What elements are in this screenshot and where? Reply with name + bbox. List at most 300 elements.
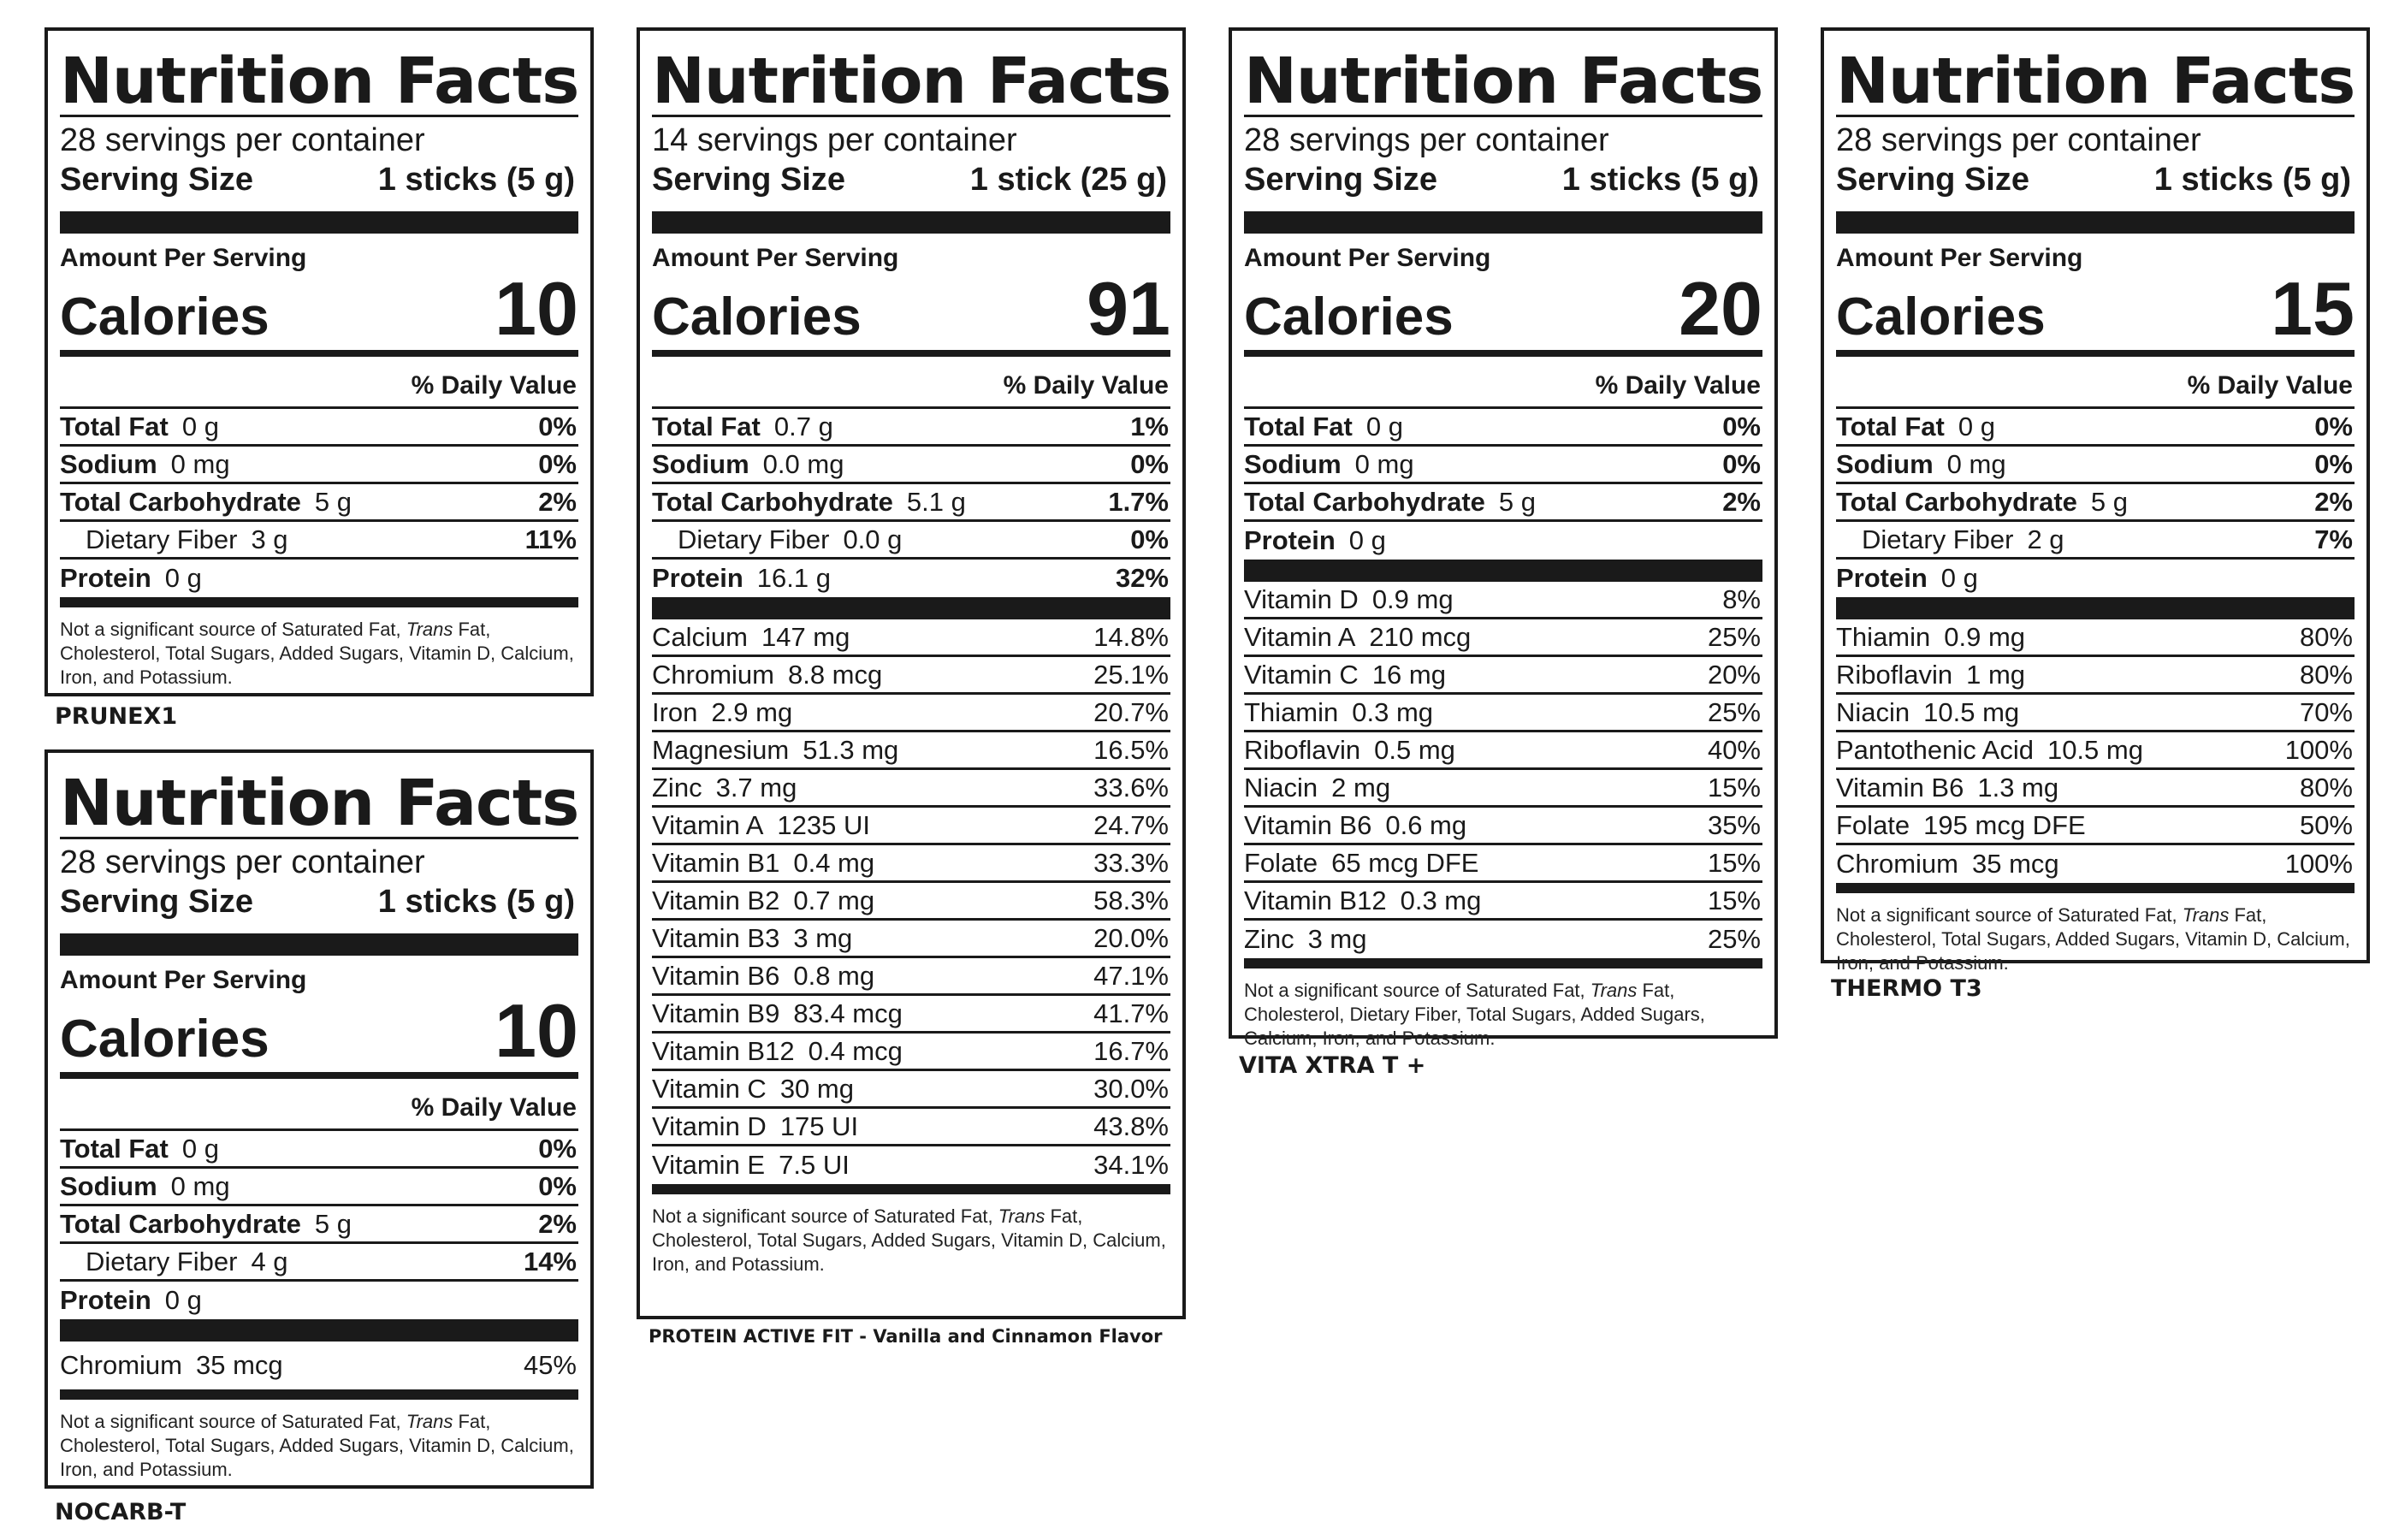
nutrient-row xyxy=(60,1131,578,1169)
divider-thick xyxy=(652,597,1170,619)
divider-thick xyxy=(1244,211,1762,234)
nutrient-amount: 5 g xyxy=(2090,486,2129,517)
nutrient-amount: 0 mg xyxy=(170,448,230,479)
vitamin-daily-value: 35% xyxy=(1707,809,1761,840)
nutrient-amount: 4 g xyxy=(251,1246,288,1276)
nutrient-row xyxy=(652,484,1170,522)
vitamin-amount: 175 UI xyxy=(779,1111,859,1141)
nutrient-name: Total Carbohydrate xyxy=(1836,486,2077,517)
vitamin-daily-value: 70% xyxy=(2299,696,2353,727)
vitamin-name: Vitamin B6 xyxy=(1244,809,1372,840)
serving-size-row xyxy=(1836,160,2355,211)
divider-thick xyxy=(652,211,1170,234)
nutrient-name: Protein xyxy=(60,1285,151,1315)
calories-label: Calories xyxy=(60,1010,270,1069)
vitamin-row xyxy=(60,1342,578,1389)
vitamin-row xyxy=(1836,657,2355,695)
vitamin-amount: 0.4 mcg xyxy=(808,1035,903,1066)
serving-size-value: 1 stick (25 g) xyxy=(969,162,1167,198)
nutrient-row xyxy=(1836,447,2355,484)
vitamin-name: Vitamin B6 xyxy=(652,960,780,991)
vitamin-amount: 0.5 mg xyxy=(1374,734,1455,765)
vitamin-amount: 195 mcg DFE xyxy=(1923,809,2086,840)
trans-fat-italic: Trans xyxy=(1590,980,1638,1001)
nutrient-row xyxy=(1836,560,2355,597)
nutrient-amount: 0 g xyxy=(1958,411,1995,441)
product-caption-protein-active-fit: PROTEIN ACTIVE FIT - Vanilla and Cinnamon Flavor xyxy=(649,1326,1163,1347)
nutrient-amount: 0 mg xyxy=(1946,448,2006,479)
nutrition-panel-prunex1 xyxy=(44,27,594,696)
vitamin-row xyxy=(652,958,1170,996)
vitamin-amount: 0.7 mg xyxy=(793,885,875,915)
nutrient-row xyxy=(1836,522,2355,560)
divider-thick xyxy=(60,933,578,956)
nutrient-name: Total Carbohydrate xyxy=(60,1208,301,1239)
panel-title: Nutrition Facts xyxy=(1244,44,1763,118)
vitamin-amount: 35 mcg xyxy=(195,1350,283,1380)
divider-thick xyxy=(1244,560,1762,582)
nutrient-daily-value: 2% xyxy=(538,1208,577,1239)
vitamin-amount: 0.9 mg xyxy=(1371,583,1454,614)
vitamin-daily-value: 40% xyxy=(1707,734,1761,765)
nutrient-daily-value: 0% xyxy=(1722,448,1761,479)
serving-size-label: Serving Size xyxy=(60,884,253,920)
vitamin-amount: 3.7 mg xyxy=(715,772,797,803)
vitamin-daily-value: 43.8% xyxy=(1093,1111,1169,1141)
vitamin-row xyxy=(1836,619,2355,657)
vitamin-name: Iron xyxy=(652,696,698,727)
daily-value-header: % Daily Value xyxy=(411,371,577,400)
vitamin-daily-value: 20% xyxy=(1707,659,1761,690)
trans-fat-italic: Trans xyxy=(406,1411,453,1432)
vitamin-row xyxy=(652,1109,1170,1146)
nutrient-daily-value: 2% xyxy=(538,486,577,517)
serving-size-value: 1 sticks (5 g) xyxy=(2153,162,2351,198)
vitamin-amount: 7.5 UI xyxy=(779,1150,850,1180)
vitamin-amount: 0.8 mg xyxy=(793,960,875,991)
nutrition-panel-protein-active-fit xyxy=(637,27,1186,1319)
nutrient-amount: 16.1 g xyxy=(756,563,831,593)
trans-fat-italic: Trans xyxy=(2182,904,2230,926)
vitamin-name: Niacin xyxy=(1836,696,1910,727)
vitamin-daily-value: 47.1% xyxy=(1093,960,1169,991)
vitamin-amount: 83.4 mcg xyxy=(793,998,903,1028)
vitamin-name: Vitamin B12 xyxy=(1244,885,1387,915)
nutrient-amount: 0 mg xyxy=(1354,448,1414,479)
nutrient-daily-value: 1.7% xyxy=(1108,486,1169,517)
vitamin-daily-value: 25% xyxy=(1707,696,1761,727)
vitamin-row xyxy=(1244,808,1762,845)
nutrient-amount: 0 mg xyxy=(170,1170,230,1201)
serving-size-row xyxy=(60,160,578,211)
serving-size-label: Serving Size xyxy=(652,162,845,198)
serving-size-label: Serving Size xyxy=(1836,162,2029,198)
nutrient-amount: 0 g xyxy=(164,1285,202,1315)
vitamin-row xyxy=(1244,582,1762,619)
vitamin-amount: 10.5 mg xyxy=(2047,734,2143,765)
nutrient-amount: 0 g xyxy=(181,1133,219,1164)
vitamin-name: Riboflavin xyxy=(1836,659,1953,690)
nutrient-row xyxy=(60,522,578,560)
nutrient-amount: 5 g xyxy=(1498,486,1537,517)
vitamin-row xyxy=(1836,695,2355,732)
nutrient-row xyxy=(1244,484,1762,522)
serving-size-row xyxy=(652,160,1170,211)
nutrient-row xyxy=(60,409,578,447)
vitamin-name: Zinc xyxy=(652,772,702,803)
vitamin-row xyxy=(1836,770,2355,808)
nutrient-amount: 0.7 g xyxy=(773,411,833,441)
product-caption-nocarb-t: NOCARB-T xyxy=(55,1499,187,1525)
nutrient-row xyxy=(60,447,578,484)
calories-row xyxy=(1244,266,1762,351)
divider-medium xyxy=(60,350,578,357)
vitamin-name: Folate xyxy=(1836,809,1910,840)
nutrient-name: Total Fat xyxy=(1836,411,1945,441)
vitamin-amount: 2 mg xyxy=(1331,772,1391,803)
divider-medium xyxy=(60,1072,578,1079)
nutrient-name: Total Fat xyxy=(60,411,169,441)
vitamin-amount: 35 mcg xyxy=(1971,849,2059,879)
nutrient-name: Sodium xyxy=(60,1170,157,1201)
vitamin-name: Magnesium xyxy=(652,734,790,765)
calories-value: 91 xyxy=(1087,266,1170,351)
vitamin-daily-value: 34.1% xyxy=(1093,1150,1169,1180)
vitamin-amount: 16 mg xyxy=(1371,659,1446,690)
nutrient-name: Sodium xyxy=(652,448,749,479)
vitamin-daily-value: 20.0% xyxy=(1093,922,1169,953)
nutrient-amount: 0 g xyxy=(1940,563,1978,593)
serving-size-label: Serving Size xyxy=(1244,162,1437,198)
vitamin-daily-value: 15% xyxy=(1707,772,1761,803)
vitamin-amount: 1 mg xyxy=(1966,659,2026,690)
nutrient-row xyxy=(60,1169,578,1206)
vitamin-row xyxy=(652,996,1170,1034)
vitamin-row xyxy=(1836,845,2355,883)
nutrient-row xyxy=(652,409,1170,447)
nutrient-name: Protein xyxy=(1836,563,1928,593)
vitamin-amount: 0.4 mg xyxy=(793,847,875,878)
divider-thick xyxy=(60,1319,578,1342)
nutrient-row xyxy=(60,560,578,597)
vitamin-row xyxy=(652,921,1170,958)
calories-row xyxy=(60,266,578,351)
vitamin-row xyxy=(1836,732,2355,770)
nutrient-daily-value: 1% xyxy=(1130,411,1169,441)
vitamin-daily-value: 15% xyxy=(1707,885,1761,915)
nutrient-name: Sodium xyxy=(1244,448,1342,479)
calories-value: 20 xyxy=(1679,266,1762,351)
vitamin-row xyxy=(1244,732,1762,770)
trans-fat-italic: Trans xyxy=(406,619,453,640)
nutrient-row xyxy=(60,1282,578,1319)
vitamin-name: Vitamin A xyxy=(1244,621,1356,652)
divider-medium xyxy=(652,1184,1170,1194)
vitamin-name: Vitamin B2 xyxy=(652,885,780,915)
vitamin-row xyxy=(652,770,1170,808)
vitamin-daily-value: 33.6% xyxy=(1093,772,1169,803)
panel-title: Nutrition Facts xyxy=(652,44,1171,118)
vitamin-name: Niacin xyxy=(1244,772,1318,803)
vitamin-amount: 1235 UI xyxy=(777,809,870,840)
vitamin-amount: 51.3 mg xyxy=(803,734,899,765)
nutrient-name: Dietary Fiber xyxy=(678,524,830,554)
nutrient-name: Protein xyxy=(1244,525,1336,555)
vitamin-amount: 1.3 mg xyxy=(1977,772,2059,803)
vitamin-row xyxy=(652,1034,1170,1071)
vitamin-row xyxy=(652,619,1170,657)
vitamin-name: Vitamin A xyxy=(652,809,764,840)
vitamin-name: Vitamin E xyxy=(652,1150,766,1180)
nutrient-amount: 0 g xyxy=(164,563,202,593)
calories-label: Calories xyxy=(60,287,270,346)
vitamin-row xyxy=(652,808,1170,845)
divider-medium xyxy=(60,1389,578,1400)
divider-medium xyxy=(1244,958,1762,968)
panel-title: Nutrition Facts xyxy=(60,44,579,118)
vitamin-row xyxy=(1244,695,1762,732)
serving-size-value: 1 sticks (5 g) xyxy=(377,884,575,920)
nutrient-name: Total Carbohydrate xyxy=(60,486,301,517)
vitamin-row xyxy=(1244,883,1762,921)
vitamin-name: Vitamin D xyxy=(652,1111,767,1141)
footnote: Not a significant source of Saturated Fat, Trans Fat, Cholesterol, Dietary Fiber, Total Sugars, Added Sugars, Calcium, Iron, and Potassium. xyxy=(1244,980,1705,1049)
vitamin-name: Riboflavin xyxy=(1244,734,1361,765)
vitamin-daily-value: 15% xyxy=(1707,847,1761,878)
vitamin-row xyxy=(1244,921,1762,958)
nutrient-row xyxy=(652,522,1170,560)
nutrient-daily-value: 2% xyxy=(1722,486,1761,517)
vitamin-daily-value: 80% xyxy=(2299,659,2353,690)
panel-title: Nutrition Facts xyxy=(60,767,579,840)
vitamin-name: Zinc xyxy=(1244,924,1294,954)
nutrient-amount: 5.1 g xyxy=(906,486,966,517)
nutrient-row xyxy=(1244,522,1762,560)
vitamin-name: Vitamin B3 xyxy=(652,922,780,953)
vitamin-row xyxy=(652,657,1170,695)
nutrient-row xyxy=(1244,409,1762,447)
daily-value-header: % Daily Value xyxy=(1595,371,1761,400)
divider-medium xyxy=(1836,350,2355,357)
calories-label: Calories xyxy=(1244,287,1454,346)
nutrient-daily-value: 0% xyxy=(2314,448,2353,479)
vitamin-amount: 8.8 mcg xyxy=(787,659,883,690)
divider-medium xyxy=(60,597,578,607)
serving-size-value: 1 sticks (5 g) xyxy=(1561,162,1759,198)
nutrient-row xyxy=(1836,409,2355,447)
vitamin-amount: 210 mcg xyxy=(1369,621,1472,652)
calories-value: 10 xyxy=(495,988,578,1073)
nutrient-daily-value: 0% xyxy=(538,1170,577,1201)
vitamin-name: Vitamin C xyxy=(1244,659,1359,690)
vitamin-amount: 65 mcg DFE xyxy=(1331,847,1479,878)
vitamin-row xyxy=(1244,657,1762,695)
nutrient-name: Protein xyxy=(60,563,151,593)
nutrient-name: Dietary Fiber xyxy=(86,1246,238,1276)
vitamin-daily-value: 20.7% xyxy=(1093,696,1169,727)
nutrient-row xyxy=(1244,447,1762,484)
nutrient-name: Dietary Fiber xyxy=(1862,524,2014,554)
nutrient-row xyxy=(1836,484,2355,522)
nutrient-row xyxy=(60,484,578,522)
nutrient-daily-value: 2% xyxy=(2314,486,2353,517)
nutrition-panel-thermo-t3 xyxy=(1821,27,2370,974)
vitamin-daily-value: 50% xyxy=(2299,809,2353,840)
nutrient-name: Total Carbohydrate xyxy=(1244,486,1485,517)
divider-medium xyxy=(1244,350,1762,357)
divider-medium xyxy=(1836,883,2355,893)
nutrient-name: Total Fat xyxy=(1244,411,1353,441)
vitamin-row xyxy=(1244,845,1762,883)
vitamin-daily-value: 16.5% xyxy=(1093,734,1169,765)
vitamin-amount: 0.3 mg xyxy=(1352,696,1434,727)
vitamin-daily-value: 100% xyxy=(2284,734,2353,765)
vitamin-daily-value: 25.1% xyxy=(1093,659,1169,690)
vitamin-daily-value: 14.8% xyxy=(1093,621,1169,652)
serving-size-row xyxy=(60,882,578,933)
vitamin-daily-value: 30.0% xyxy=(1093,1073,1169,1104)
vitamin-name: Vitamin B12 xyxy=(652,1035,795,1066)
vitamin-row xyxy=(652,1146,1170,1184)
nutrient-daily-value: 7% xyxy=(2314,524,2353,554)
vitamin-amount: 30 mg xyxy=(779,1073,854,1104)
nutrient-row xyxy=(652,560,1170,597)
nutrient-name: Sodium xyxy=(1836,448,1934,479)
product-caption-prunex1: PRUNEX1 xyxy=(55,703,178,730)
amount-per-serving: Amount Per Serving xyxy=(60,244,307,272)
vitamin-daily-value: 45% xyxy=(523,1350,577,1380)
footnote: Not a significant source of Saturated Fat, Trans Fat, Cholesterol, Total Sugars, Added Sugars, Vitamin D, Calcium, Iron, and Potassium. xyxy=(652,1205,1166,1275)
nutrient-daily-value: 11% xyxy=(524,524,577,554)
nutrient-daily-value: 32% xyxy=(1115,563,1169,593)
divider-thick xyxy=(1836,597,2355,619)
nutrient-daily-value: 0% xyxy=(2314,411,2353,441)
vitamin-name: Vitamin D xyxy=(1244,583,1359,614)
nutrient-amount: 5 g xyxy=(314,1208,352,1239)
nutrient-amount: 2 g xyxy=(2027,524,2064,554)
daily-value-header: % Daily Value xyxy=(2187,371,2353,400)
vitamin-row xyxy=(652,845,1170,883)
nutrition-panel-nocarb-t xyxy=(44,749,594,1489)
serving-size-label: Serving Size xyxy=(60,162,253,198)
nutrient-amount: 3 g xyxy=(251,524,288,554)
vitamin-amount: 0.3 mg xyxy=(1400,885,1482,915)
nutrient-daily-value: 0% xyxy=(1722,411,1761,441)
vitamin-name: Vitamin B6 xyxy=(1836,772,1964,803)
nutrient-name: Total Fat xyxy=(60,1133,169,1164)
vitamin-name: Thiamin xyxy=(1244,696,1339,727)
amount-per-serving: Amount Per Serving xyxy=(652,244,899,272)
nutrient-amount: 5 g xyxy=(314,486,352,517)
vitamin-name: Chromium xyxy=(60,1350,182,1380)
nutrient-row xyxy=(60,1244,578,1282)
vitamin-name: Chromium xyxy=(652,659,774,690)
nutrient-amount: 0 g xyxy=(1365,411,1403,441)
servings-per-container: 28 servings per container xyxy=(1244,122,1609,158)
vitamin-row xyxy=(652,732,1170,770)
servings-per-container: 14 servings per container xyxy=(652,122,1017,158)
nutrient-amount: 0.0 mg xyxy=(762,448,844,479)
nutrient-daily-value: 0% xyxy=(538,448,577,479)
footnote: Not a significant source of Saturated Fat, Trans Fat, Cholesterol, Total Sugars, Added Sugars, Vitamin D, Calcium, Iron, and Potassium. xyxy=(60,619,574,688)
nutrient-amount: 0 g xyxy=(1348,525,1386,555)
vitamin-daily-value: 80% xyxy=(2299,772,2353,803)
vitamin-amount: 0.9 mg xyxy=(1944,621,2026,652)
vitamin-daily-value: 25% xyxy=(1707,924,1761,954)
vitamin-name: Thiamin xyxy=(1836,621,1931,652)
nutrient-name: Protein xyxy=(652,563,743,593)
nutrient-name: Dietary Fiber xyxy=(86,524,238,554)
vitamin-name: Vitamin C xyxy=(652,1073,767,1104)
nutrient-name: Total Fat xyxy=(652,411,761,441)
trans-fat-italic: Trans xyxy=(998,1205,1045,1227)
vitamin-amount: 0.6 mg xyxy=(1385,809,1467,840)
vitamin-amount: 2.9 mg xyxy=(711,696,793,727)
vitamin-row xyxy=(652,695,1170,732)
servings-per-container: 28 servings per container xyxy=(60,844,425,880)
calories-value: 10 xyxy=(495,266,578,351)
serving-size-value: 1 sticks (5 g) xyxy=(377,162,575,198)
nutrient-daily-value: 0% xyxy=(538,1133,577,1164)
vitamin-row xyxy=(1836,808,2355,845)
amount-per-serving: Amount Per Serving xyxy=(60,966,307,994)
vitamin-name: Pantothenic Acid xyxy=(1836,734,2034,765)
divider-thick xyxy=(1836,211,2355,234)
calories-row xyxy=(60,988,578,1073)
product-caption-vita-xtra-t: VITA XTRA T + xyxy=(1239,1052,1426,1079)
calories-label: Calories xyxy=(652,287,862,346)
vitamin-daily-value: 24.7% xyxy=(1093,809,1169,840)
vitamin-daily-value: 33.3% xyxy=(1093,847,1169,878)
panel-title: Nutrition Facts xyxy=(1836,44,2355,118)
serving-size-row xyxy=(1244,160,1762,211)
daily-value-header: % Daily Value xyxy=(1003,371,1169,400)
servings-per-container: 28 servings per container xyxy=(1836,122,2201,158)
servings-per-container: 28 servings per container xyxy=(60,122,425,158)
vitamin-name: Folate xyxy=(1244,847,1318,878)
vitamin-amount: 10.5 mg xyxy=(1923,696,2020,727)
nutrition-panel-vita-xtra-t xyxy=(1229,27,1778,1049)
product-caption-thermo-t3: THERMO T3 xyxy=(1831,975,1982,1002)
vitamin-daily-value: 8% xyxy=(1722,583,1761,614)
vitamin-name: Chromium xyxy=(1836,849,1958,879)
vitamin-row xyxy=(652,1071,1170,1109)
nutrient-name: Sodium xyxy=(60,448,157,479)
vitamin-amount: 3 mg xyxy=(1307,924,1367,954)
vitamin-daily-value: 58.3% xyxy=(1093,885,1169,915)
calories-row xyxy=(652,266,1170,351)
nutrient-amount: 0 g xyxy=(181,411,219,441)
vitamin-row xyxy=(1244,619,1762,657)
footnote: Not a significant source of Saturated Fat, Trans Fat, Cholesterol, Total Sugars, Added Sugars, Vitamin D, Calcium, Iron, and Potassium. xyxy=(1836,904,2350,974)
vitamin-name: Vitamin B9 xyxy=(652,998,780,1028)
vitamin-daily-value: 25% xyxy=(1707,621,1761,652)
footnote: Not a significant source of Saturated Fat, Trans Fat, Cholesterol, Total Sugars, Added Sugars, Vitamin D, Calcium, Iron, and Potassium. xyxy=(60,1411,574,1480)
calories-row xyxy=(1836,266,2355,351)
vitamin-amount: 147 mg xyxy=(761,621,850,652)
calories-label: Calories xyxy=(1836,287,2046,346)
divider-thick xyxy=(60,211,578,234)
nutrient-daily-value: 0% xyxy=(538,411,577,441)
vitamin-daily-value: 100% xyxy=(2284,849,2353,879)
calories-value: 15 xyxy=(2271,266,2355,351)
nutrient-daily-value: 0% xyxy=(1130,448,1169,479)
vitamin-row xyxy=(1244,770,1762,808)
nutrient-daily-value: 0% xyxy=(1130,524,1169,554)
nutrient-amount: 0.0 g xyxy=(843,524,903,554)
nutrient-row xyxy=(60,1206,578,1244)
vitamin-name: Vitamin B1 xyxy=(652,847,780,878)
